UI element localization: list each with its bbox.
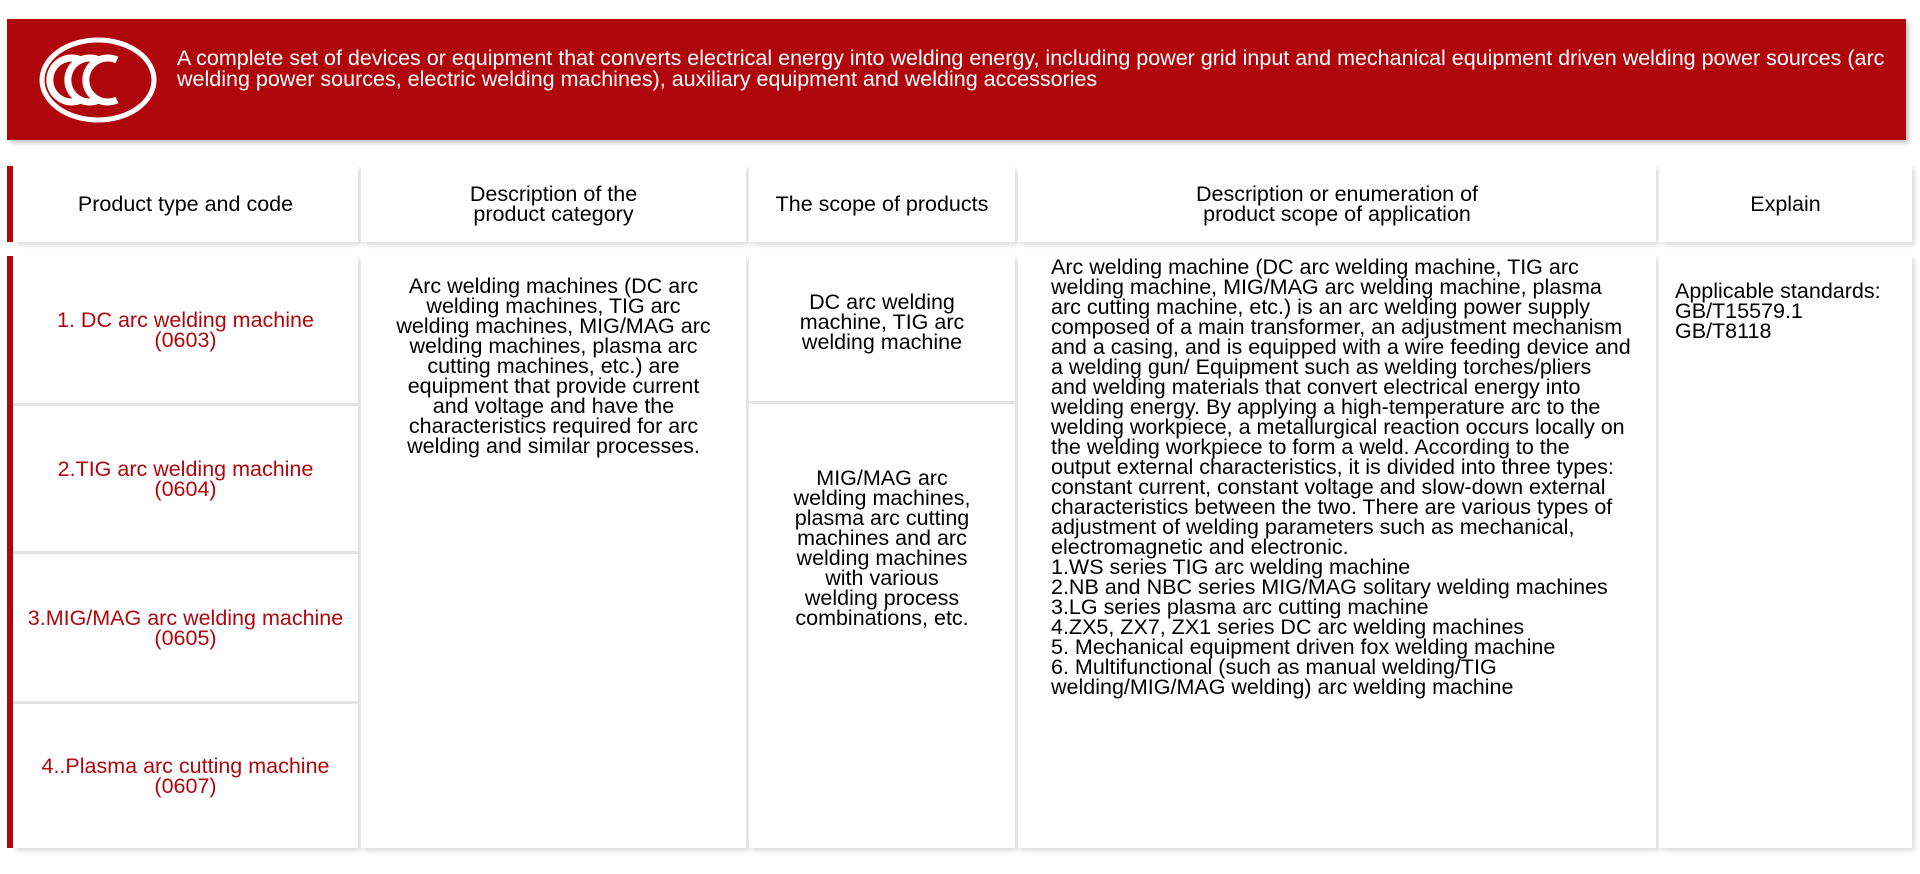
- product-code-0603: 1. DC arc welding machine (0603): [57, 307, 314, 352]
- explain-block: [1675, 281, 1908, 341]
- application-list-item: 5. Mechanical equipment driven fox welding machine: [1051, 635, 1556, 659]
- table-body: [7, 256, 1906, 848]
- header-application: Description or enumeration of product scope of application: [1195, 182, 1479, 226]
- category-description-column: [361, 256, 746, 848]
- product-code-0605: 3.MIG/MAG arc welding machine (0605): [27, 605, 344, 650]
- row-divider: [749, 401, 1015, 404]
- category-description: Arc welding machines (DC arc welding machines, TIG arc welding machines, MIG/MAG arc welding machines, plasma arc cutting machines, etc.) are equipment that provide current and voltage and have the characteristics required for arc welding and similar processes.: [396, 274, 711, 458]
- standard-item: GB/T8118: [1675, 319, 1772, 343]
- header-category-description: Description of the product category: [469, 182, 638, 226]
- application-list-item: 3.LG series plasma arc cutting machine: [1051, 595, 1429, 619]
- standard-item: GB/T15579.1: [1675, 299, 1803, 323]
- application-list-item: 1.WS series TIG arc welding machine: [1051, 555, 1411, 579]
- header-scope: The scope of products: [775, 192, 989, 216]
- product-code-0607: 4..Plasma arc cutting machine (0607): [41, 754, 330, 798]
- explain-column: [1659, 256, 1912, 848]
- application-description: Arc welding machine (DC arc welding machine, TIG arc welding machine, MIG/MAG arc welding machine, plasma arc cutting machine, etc.) is an arc welding power supply composed of a main transformer, an adjustment mechanism and a casing, and is equipped with a wire feeding device and a welding gun/ Equipment such as welding torches/pliers and welding materials that convert electrical energy into welding energy. By applying a high-temperature arc to the welding workpiece, a metallurgical reaction occurs locally on the welding workpiece to form a weld. According to the output external characteristics, it is divided into three types: constant current, constant voltage and slow-down external characteristics between the two. There are various types of adjustment of welding parameters such as mechanical, electromagnetic and electronic.: [1051, 255, 1631, 559]
- header-cell-scope: [749, 166, 1015, 242]
- product-code-column: [13, 256, 358, 848]
- header-cell-application: [1018, 166, 1656, 242]
- header-product-type: Product type and code: [77, 192, 294, 216]
- header-cell-category: [361, 166, 746, 242]
- table-header-row: [7, 166, 1906, 242]
- scope-column: [749, 256, 1015, 848]
- header-banner: [7, 19, 1906, 140]
- scope-mig-plasma: MIG/MAG arc welding machines, plasma arc cutting machines and arc welding machines with various welding process combinations, etc.: [793, 466, 971, 630]
- application-list-item: 2.NB and NBC series MIG/MAG solitary welding machines: [1051, 575, 1608, 599]
- header-cell-product-type: [13, 166, 358, 242]
- header-explain: Explain: [1750, 192, 1821, 216]
- application-column: [1018, 256, 1656, 848]
- product-code-0604: 2.TIG arc welding machine (0604): [57, 456, 314, 501]
- ccc-logo-icon: [37, 36, 159, 124]
- application-list-item: 6. Multifunctional (such as manual welding/TIG welding/MIG/MAG welding) arc welding machine: [1051, 655, 1514, 699]
- scope-dc-tig: DC arc welding machine, TIG arc welding machine: [799, 290, 965, 354]
- banner-description: A complete set of devices or equipment that converts electrical energy into welding energy, including power grid input and mechanical equipment driven welding power sources (arc welding power sources, electric welding machines), auxiliary equipment and welding accessories: [177, 46, 1885, 91]
- header-cell-explain: [1659, 166, 1912, 242]
- application-list-item: 4.ZX5, ZX7, ZX1 series DC arc welding machines: [1051, 615, 1525, 639]
- application-block: [1051, 257, 1631, 697]
- applicable-standards-label: Applicable standards:: [1675, 279, 1881, 303]
